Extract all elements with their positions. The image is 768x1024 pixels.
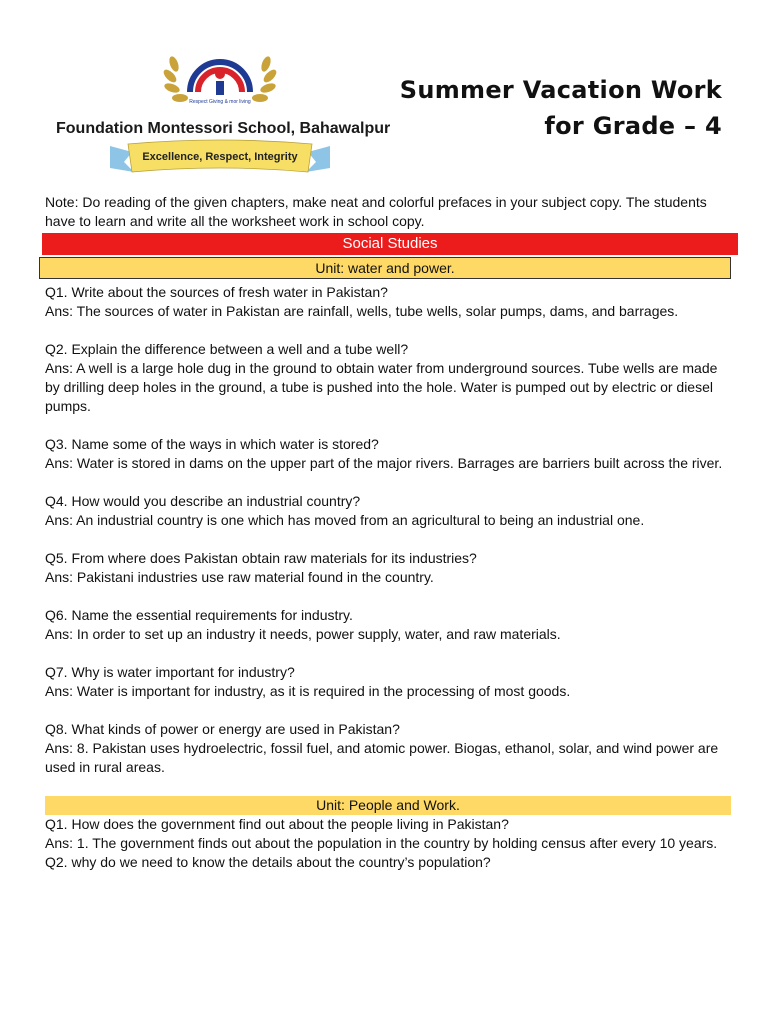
unit1-questions	[45, 283, 735, 777]
document-body	[45, 193, 735, 872]
instruction-note: Note: Do reading of the given chapters, make neat and colorful prefaces in your subject copy. The students have to learn and write all the worksheet work in school copy.	[45, 194, 707, 229]
question: Q4. How would you describe an industrial country?	[45, 493, 361, 509]
title-line-1: Summer Vacation Work	[399, 76, 722, 104]
qa-item	[45, 815, 735, 872]
question: Q2. Explain the difference between a well and a tube well?	[45, 341, 409, 357]
unit-heading-water-power: Unit: water and power.	[39, 257, 731, 279]
qa-item	[45, 663, 735, 701]
qa-item	[45, 340, 735, 416]
answer: Ans: 1. The government finds out about the population in the country by holding census after every 10 years.	[45, 835, 718, 851]
question: Q7. Why is water important for industry?	[45, 664, 295, 680]
qa-item	[45, 283, 735, 321]
question: Q3. Name some of the ways in which water is stored?	[45, 436, 379, 452]
question: Q1. How does the government find out about the people living in Pakistan?	[45, 816, 509, 832]
page-title	[400, 72, 722, 144]
answer: Ans: The sources of water in Pakistan are rainfall, wells, tube wells, solar pumps, dams, and barrages.	[45, 303, 679, 319]
document-header	[0, 0, 768, 185]
question: Q6. Name the essential requirements for industry.	[45, 607, 353, 623]
answer: Ans: 8. Pakistan uses hydroelectric, fossil fuel, and atomic power. Biogas, ethanol, solar, and wind power are used in rural areas.	[45, 740, 719, 775]
question: Q5. From where does Pakistan obtain raw materials for its industries?	[45, 550, 477, 566]
school-logo	[160, 50, 280, 120]
question: Q1. Write about the sources of fresh water in Pakistan?	[45, 284, 388, 300]
unit2-questions	[45, 815, 735, 872]
answer: Ans: An industrial country is one which has moved from an agricultural to being an industrial one.	[45, 512, 645, 528]
qa-item	[45, 606, 735, 644]
answer: Ans: In order to set up an industry it needs, power supply, water, and raw materials.	[45, 626, 561, 642]
qa-item	[45, 492, 735, 530]
question: Q8. What kinds of power or energy are used in Pakistan?	[45, 721, 400, 737]
motto-text: Excellence, Respect, Integrity	[142, 151, 298, 163]
motto-ribbon	[110, 138, 330, 180]
title-line-2: for Grade – 4	[544, 112, 722, 140]
answer: Ans: Water is important for industry, as it is required in the processing of most goods.	[45, 683, 571, 699]
qa-item	[45, 549, 735, 587]
qa-item	[45, 435, 735, 473]
answer: Ans: Pakistani industries use raw material found in the country.	[45, 569, 434, 585]
answer: Ans: Water is stored in dams on the upper part of the major rivers. Barrages are barriers built across the river.	[45, 455, 723, 471]
logo-caption: Respect Giving & mor living	[189, 99, 251, 105]
qa-item	[45, 720, 735, 777]
answer: Ans: A well is a large hole dug in the ground to obtain water from underground sources. Tube wells are made by drilling deep holes in the ground, a tube is pushed into the hole. Water is pumped out by electric or diesel pumps.	[45, 360, 718, 414]
question: Q2. why do we need to know the details about the country’s population?	[45, 854, 491, 870]
unit-heading-people-work: Unit: People and Work.	[45, 796, 731, 815]
school-name: Foundation Montessori School, Bahawalpur	[56, 120, 391, 137]
subject-heading: Social Studies	[42, 233, 738, 255]
